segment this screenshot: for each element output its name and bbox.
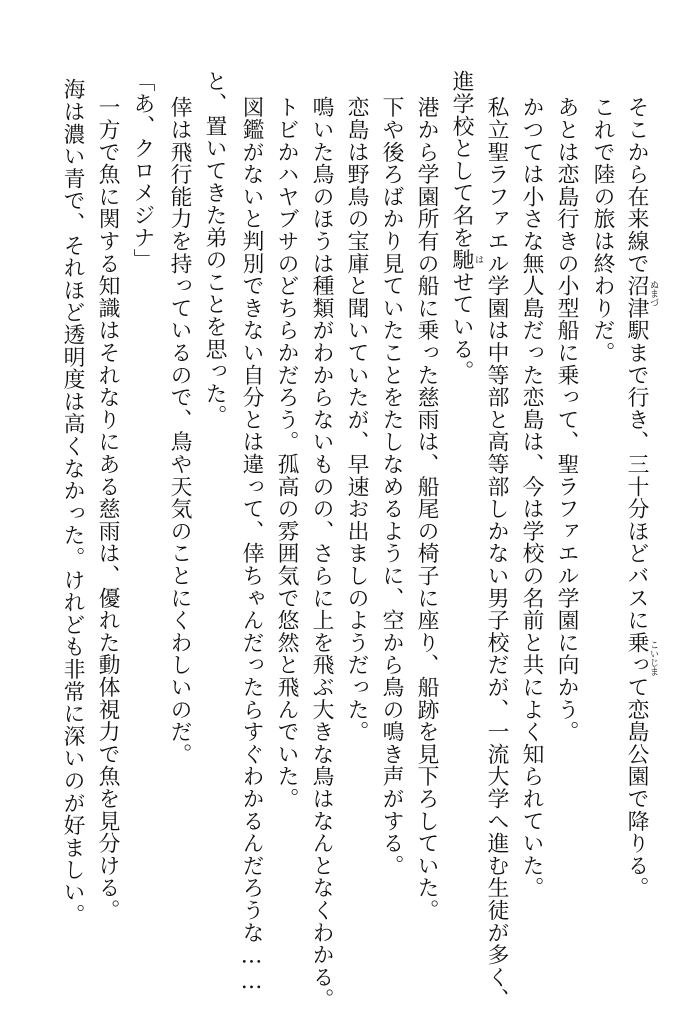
ruby-numazu: ぬまづ — [648, 280, 658, 307]
text-line-4: かつては小さな無人島だった恋島は、今は学校の名前と共によく知られていた。 — [519, 96, 544, 899]
text-line-12: 図鑑がないと判別できない自分とは違って、倖ちゃんだったらすぐわかるんだろうな…… — [239, 96, 264, 995]
text-line-7: 港から学園所有の船に乗った慈雨は、船尾の椅子に座り、船跡を見下ろしていた。 — [414, 96, 439, 922]
text-line-17: 海は濃い青で、それほど透明度は高くなかった。けれども非常に深いのが好ましい。 — [60, 78, 85, 926]
text-line-16: 一方で魚に関する知識はそれなりにある慈雨は、優れた動体視力で魚を見分ける。 — [95, 96, 120, 922]
ruby-koijima: こいじま — [648, 640, 658, 676]
text-line-9: 恋島は野鳥の宝庫と聞いていたが、早速お出ましのようだった。 — [344, 96, 369, 743]
text-line-10: 鳴いた鳥のほうは種類がわからないものの、さらに上を飛ぶ大きな鳥はなんとなくわかる。 — [309, 96, 334, 1011]
text-line-13: と、置いてきた弟のことを思った。 — [202, 70, 227, 427]
text-line-11: トビかハヤブサのどちらかだろう。孤高の雰囲気で悠然と飛んでいた。 — [274, 96, 299, 810]
text-line-15: 「あ、クロメジナ」 — [130, 70, 155, 271]
text-line-5: 私立聖ラファエル学園は中等部と高等部しかない男子校だが、一流大学へ進む生徒が多く、 — [484, 96, 509, 1011]
text-line-8: 下や後ろばかり見ていたことをたしなめるように、空から鳥の鳴き声がする。 — [379, 96, 404, 877]
text-line-1: そこから在来線で沼津駅まで行き、三十分ほどバスに乗って恋島公園で降りる。 — [624, 96, 649, 899]
text-line-2: これで陸の旅は終わりだ。 — [590, 96, 615, 364]
text-line-3: あとは恋島行きの小型船に乗って、聖ラファエル学園に向かう。 — [554, 96, 579, 743]
text-line-14: 倖は飛行能力を持っているので、鳥や天気のことにくわしいのだ。 — [167, 96, 192, 765]
ruby-ha: は — [473, 255, 483, 264]
text-line-6: 進学校として名を馳せている。 — [449, 70, 474, 383]
